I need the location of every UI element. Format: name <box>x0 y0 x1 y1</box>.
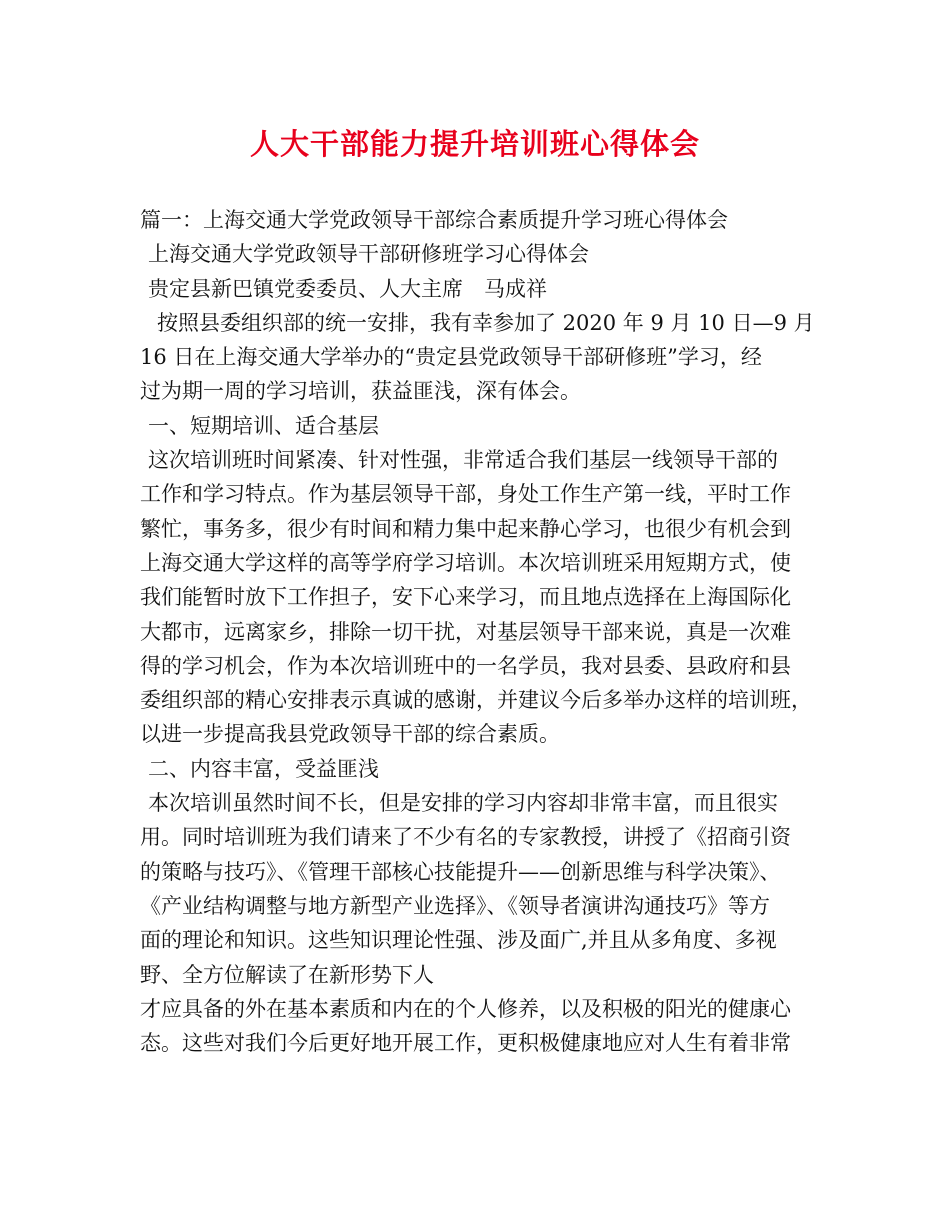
document-body <box>140 203 830 1060</box>
paragraph-line: 我们能暂时放下工作担子，安下心来学习，而且地点选择在上海国际化 <box>140 585 791 610</box>
paragraph-line: 得的学习机会，作为本次培训班中的一名学员，我对县委、县政府和县 <box>140 653 791 678</box>
document-title: 人大干部能力提升培训班心得体会 <box>249 127 700 161</box>
section-heading: 篇一：上海交通大学党政领导干部综合素质提升学习班心得体会 <box>140 208 728 232</box>
paragraph-line: 态。这些对我们今后更好地开展工作，更积极健康地应对人生有着非常 <box>140 1031 791 1056</box>
paragraph-line: 繁忙，事务多，很少有时间和精力集中起来静心学习，也很少有机会到 <box>140 516 791 541</box>
paragraph-line: 才应具备的外在基本素质和内在的个人修养，以及积极的阳光的健康心 <box>140 996 791 1021</box>
subsection-heading: 二、内容丰富，受益匪浅 <box>148 756 379 781</box>
author-line: 贵定县新巴镇党委委员、人大主席 马成祥 <box>148 276 547 301</box>
paragraph-line: 按照县委组织部的统一安排，我有幸参加了 2020 年 9 月 10 日—9 月 <box>157 310 815 335</box>
paragraph-line: 以进一步提高我县党政领导干部的综合素质。 <box>140 722 560 747</box>
paragraph-line: 面的理论和知识。这些知识理论性强、涉及面广,并且从多角度、多视 <box>140 928 777 953</box>
paragraph-line: 野、全方位解读了在新形势下人 <box>140 962 434 987</box>
paragraph-line: 本次培训虽然时间不长，但是安排的学习内容却非常丰富，而且很实 <box>148 791 778 816</box>
subsection-heading: 一、短期培训、适合基层 <box>148 413 379 438</box>
paragraph-line: 委组织部的精心安排表示真诚的感谢，并建议今后多举办这样的培训班， <box>140 688 812 713</box>
subtitle-line: 上海交通大学党政领导干部研修班学习心得体会 <box>148 242 589 267</box>
paragraph-line: 过为期一周的学习培训，获益匪浅，深有体会。 <box>140 379 581 404</box>
paragraph-line: 大都市，远离家乡，排除一切干扰，对基层领导干部来说，真是一次难 <box>140 619 791 644</box>
paragraph-line: 用。同时培训班为我们请来了不少有名的专家教授，讲授了《招商引资 <box>140 825 791 850</box>
paragraph-line: 工作和学习特点。作为基层领导干部，身处工作生产第一线，平时工作 <box>140 482 791 507</box>
paragraph-line: 上海交通大学这样的高等学府学习培训。本次培训班采用短期方式，使 <box>140 550 791 575</box>
paragraph-line: 这次培训班时间紧凑、针对性强，非常适合我们基层一线领导干部的 <box>148 448 778 473</box>
paragraph-line: 的策略与技巧》、《管理干部核心技能提升——创新思维与科学决策》、 <box>140 859 781 884</box>
paragraph-line: 《产业结构调整与地方新型产业选择》、《领导者演讲沟通技巧》等方 <box>140 893 770 918</box>
paragraph-line: 16 日在上海交通大学举办的“贵定县党政领导干部研修班”学习，经 <box>140 345 762 370</box>
